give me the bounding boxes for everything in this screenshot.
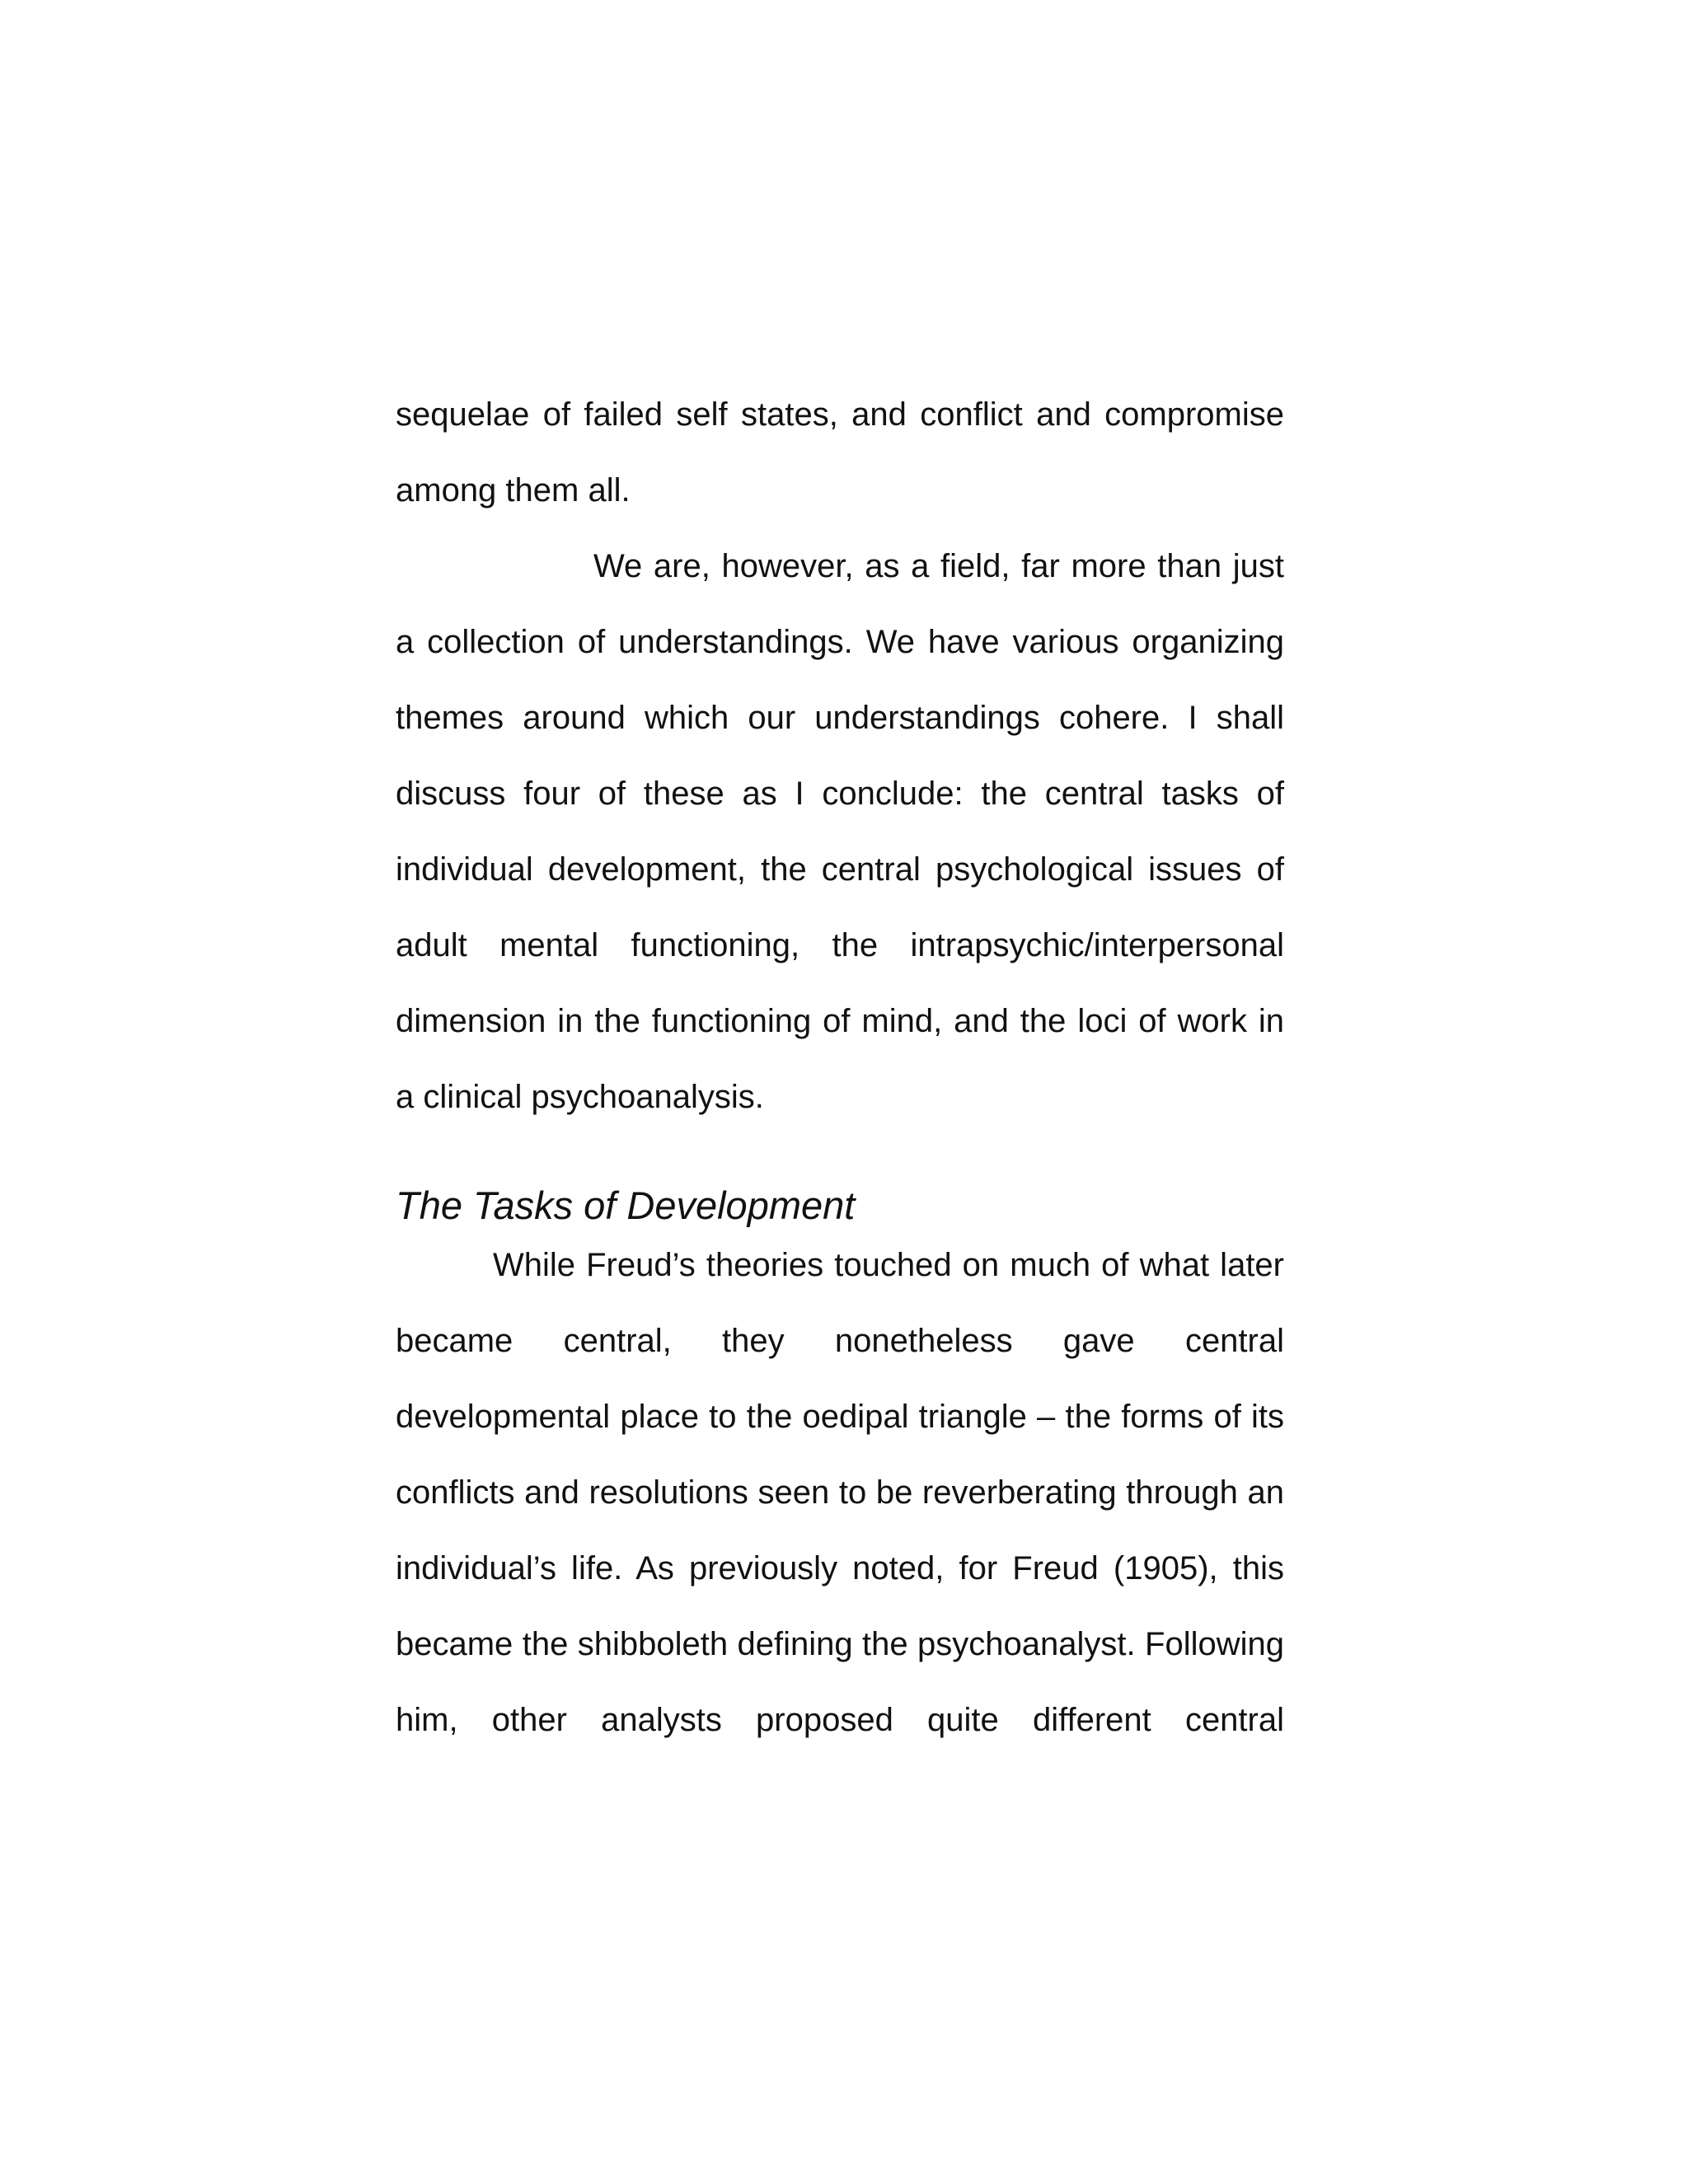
text-line: While Freud’s theories touched on much of what later <box>493 1247 1284 1283</box>
text-line: conflicts and resolutions seen to be reverberating through an <box>396 1474 1284 1511</box>
text-line: We are, however, as a field, far more than just <box>593 548 1284 584</box>
text-line: him, other analysts proposed quite different central <box>396 1702 1284 1738</box>
text-line: a clinical psychoanalysis. <box>396 1079 764 1115</box>
text-line: became the shibboleth defining the psychoanalyst. Following <box>396 1626 1284 1662</box>
section-heading: The Tasks of Development <box>396 1183 856 1227</box>
text-line: themes around which our understandings cohere. I shall <box>396 700 1284 736</box>
text-line: discuss four of these as I conclude: the central tasks of <box>396 776 1284 812</box>
text-line: adult mental functioning, the intrapsychic/interpersonal <box>396 927 1284 963</box>
text-line: dimension in the functioning of mind, and the loci of work in <box>396 1003 1284 1039</box>
text-line: developmental place to the oedipal triangle – the forms of its <box>396 1399 1284 1435</box>
text-line: among them all. <box>396 472 631 509</box>
text-line: sequelae of failed self states, and conflict and compromise <box>396 396 1284 433</box>
text-line: individual’s life. As previously noted, for Freud (1905), this <box>396 1550 1284 1586</box>
text-line: a collection of understandings. We have various organizing <box>396 624 1284 660</box>
text-line: individual development, the central psychological issues of <box>396 851 1284 888</box>
text-line: became central, they nonetheless gave central <box>396 1323 1284 1359</box>
